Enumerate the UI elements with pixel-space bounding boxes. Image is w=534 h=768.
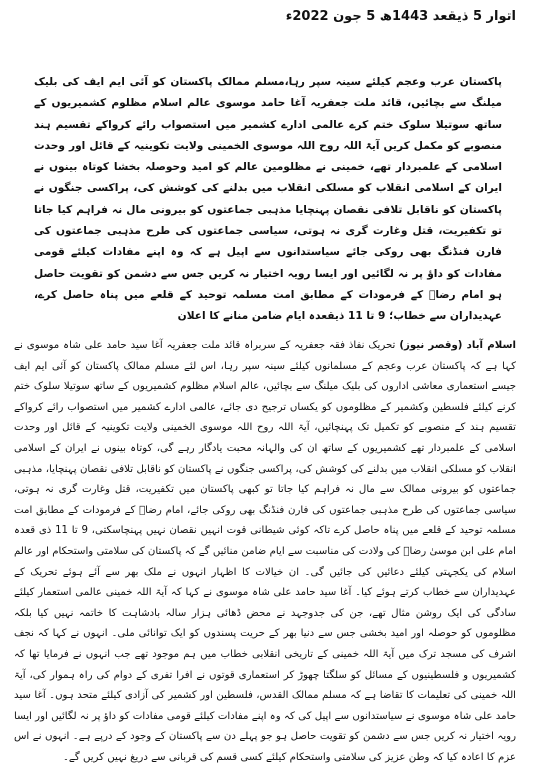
news-article bbox=[14, 336, 517, 763]
headline-summary: پاکستان عرب وعجم کیلئے سینہ سپر رہا،مسلم ممالک پاکستان کو آئی ایم ایف کی بلیک میلنگ سے بچائیں، قائد ملت جعفریہ آغا حامد موسوی عالم اسلام مظلوم کشمیریوں کے ساتھ سوتیلا سلوک ختم کرے عالمی ادارے کشمیر میں استصواب رائے کرواکے تقسیم ہند منصوبے کو مکمل کریں آیۃ اللہ روح اللہ موسوی الخمینی ولایت تکوینیہ کے قائل اور وحدت اسلامی کے علمبردار تھے، خمینی نے مظلومین عالم کو امید وحوصلہ بخشا کوتاہ بینوں نے ایران کے اسلامی انقلاب کو مسلکی انقلاب میں بدلنے کی کوشش کی، پراکسی جنگوں نے پاکستان کو ناقابل تلافی نقصان پہنچایا مذہبی جماعتوں کو بیرونی مال نہ فراہم کیا جاتا تو تکفیریت، قتل وغارت گری نہ ہوتی، سیاسی جماعتوں کی طرح مذہبی جماعتوں کی فارن فنڈنگ بھی روکی جائے سیاستدانوں سے اپیل ہے کہ وہ اپنے مفادات کیلئے قومی مفادات کو داؤ پر نہ لگائیں اور ایسا رویہ اختیار نہ کریں جس سے دشمن کو تقویت حاصل ہو امام رضاؑ کے فرمودات کے مطابق امت مسلمہ توحید کے قلعے میں پناہ حاصل کرے، عہدیداران سے خطاب؛ 9 تا 11 ذیقعدہ ایام ضامن منانے کا اعلان bbox=[34, 76, 502, 323]
article-dateline: اسلام آباد (وقصر نیوز) bbox=[399, 340, 516, 351]
issue-date: اتوار 5 ذیقعد 1443ھ 5 جون 2022ء bbox=[285, 9, 516, 24]
article-body: تحریک نفاذ فقہ جعفریہ کے سربراہ قائد ملت جعفریہ آغا سید حامد علی شاہ موسوی نے کہا ہے کہ پاکستان عرب وعجم کے مسلمانوں کیلئے سینہ سپر رہا، اس لئے مسلم ممالک پاکستان کو آئی ایم ایف جیسے استعماری معاشی اداروں کی بلیک میلنگ سے بچائیں، عالم اسلام مظلوم کشمیریوں کے ساتھ سوتیلا سلوک ختم کرنے کیلئے فلسطین وکشمیر کے مظلوموں کو یکساں ترجیح دی جائے، عالمی ادارے کشمیر میں استصواب رائے کرواکے تقسیم ہند کے منصوبے کو تکمیل تک پہنچائیں، آیۃ اللہ روح اللہ موسوی الخمینی ولایت تکوینیہ کے قائل اور وحدت اسلامی کے علمبردار تھے کشمیریوں کے ساتھ ان کی والہانہ محبت یادگار رہے گی، کوتاہ بینوں نے ایران کے اسلامی انقلاب کو مسلکی انقلاب میں بدلنے کی کوشش کی، پراکسی جنگوں نے پاکستان کو ناقابل تلافی نقصان پہنچایا، مذہبی جماعتوں کو بیرونی ممالک سے مال نہ فراہم کیا جاتا تو کبھی پاکستان میں تکفیریت، قتل وغارت گری نہ ہوتی، سیاسی جماعتوں کی طرح مذہبی جماعتوں کی فارن فنڈنگ بھی روکی جائے، امام رضاؑ کے فرمودات کے مطابق امت مسلمہ توحید کے قلعے میں پناہ حاصل کرے تاکہ کوئی شیطانی قوت انہیں نقصان نہیں پہنچاسکتی، 9 تا 11 ذی قعدہ امام علی ابن موسیٰ رضاؑ کی ولادت کی مناسبت سے ایام ضامن منائیں گے کہ پاکستان کی سلامتی واستحکام اور عالم اسلام کی یکجہتی کیلئے دعائیں کی جائیں گی۔ ان خیالات کا اظہار انہوں نے ملک بھر سے آئے ہوئے تحریک کے عہدیداران سے خطاب کرتے ہوئے کیا۔ آغا سید حامد علی شاہ موسوی نے کہا کہ آیۃ اللہ خمینی عالمی استعمار کیلئے سادگی کی ایک روشن مثال تھے، جن کی جدوجہد نے محض ڈھائی ہزار سالہ بادشاہت کا خاتمہ نہیں کیا بلکہ مظلوموں کو حوصلہ اور امید بخشی جس سے دنیا بھر کے حریت پسندوں کو ایک توانائی ملی۔ انہوں نے کہا کہ نجف اشرف کی مسجد ترک میں آیۃ اللہ خمینی کے تاریخی انقلابی خطاب میں ہم موجود تھے جب انہوں نے فرمایا تھا کہ کشمیریوں و فلسطینیوں کے مسائل کو سلگتا چھوڑ کر استعماری قوتوں نے افرا تفری کے دوام کی راہ ہموار کی، آیۃ اللہ خمینی کی تعلیمات کا تقاضا ہے کہ مسلم ممالک القدس، فلسطین اور کشمیر کی آزادی کیلئے متحد ہوں۔ آغا سید حامد علی شاہ موسوی نے سیاستدانوں سے اپیل کی کہ وہ اپنے مفادات کیلئے قومی مفادات کو داؤ پر نہ لگائیں اور ایسا رویہ اختیار نہ کریں جس سے دشمن کو تقویت حاصل ہو جو پہلے دن سے پاکستان کے وجود کے درپے ہے۔ انہوں نے اس عزم کا اعادہ کیا کہ وطن عزیز کی سلامتی واستحکام کیلئے کسی قسم کی قربانی سے دریغ نہیں کریں گے۔ bbox=[14, 340, 517, 763]
